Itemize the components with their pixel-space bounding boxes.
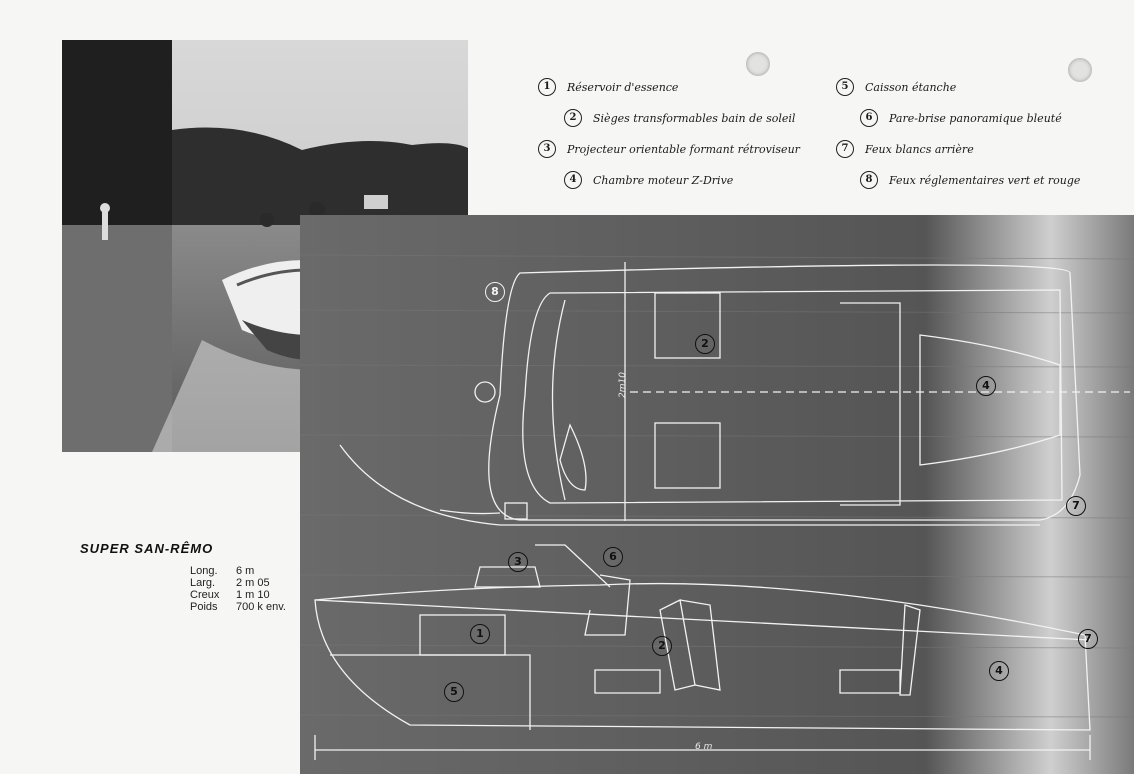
spec-label: Long. (190, 565, 218, 577)
length-dimension: 6 m (695, 742, 713, 752)
callout-number: 1 (538, 78, 556, 96)
legend-label: Sièges transformables bain de soleil (593, 111, 796, 125)
callout-number: 3 (538, 140, 556, 158)
spec-label: Larg. (190, 577, 216, 589)
spec-row (190, 565, 286, 577)
spec-label: Poids (190, 601, 218, 613)
callout-number: 2 (564, 109, 582, 127)
legend-item-8 (860, 171, 1080, 189)
callout-7: 7 (1066, 496, 1086, 516)
legend-item-3 (538, 140, 800, 158)
legend-item-1 (538, 78, 678, 96)
width-dimension: 2m10 (617, 372, 628, 398)
callout-number: 6 (860, 109, 878, 127)
spec-row (190, 577, 286, 589)
spec-label: Creux (190, 589, 220, 601)
spec-row (190, 589, 286, 601)
spec-value: 6 m (236, 565, 255, 577)
legend-label: Réservoir d'essence (567, 80, 679, 94)
legend-label: Caisson étanche (865, 80, 957, 94)
legend-item-6 (860, 109, 1062, 127)
callout-number: 7 (836, 140, 854, 158)
callout-7-side: 7 (1078, 629, 1098, 649)
spec-value: 2 m 05 (236, 577, 270, 589)
callout-number: 4 (564, 171, 582, 189)
callout-4-side: 4 (989, 661, 1009, 681)
callout-3: 3 (508, 552, 528, 572)
legend-label: Projecteur orientable formant rétroviseur (567, 142, 800, 156)
legend-item-2 (564, 109, 795, 127)
legend-label: Pare-brise panoramique bleuté (889, 111, 1062, 125)
legend-item-7 (836, 140, 974, 158)
callout-5: 5 (444, 682, 464, 702)
callout-2-side: 2 (652, 636, 672, 656)
spec-row (190, 601, 286, 613)
callout-2: 2 (695, 334, 715, 354)
legend (530, 70, 1090, 210)
callout-6: 6 (603, 547, 623, 567)
spec-value: 700 k env. (236, 601, 286, 613)
boat-blueprint (300, 215, 1134, 774)
legend-label: Feux réglementaires vert et rouge (889, 173, 1081, 187)
callout-1: 1 (470, 624, 490, 644)
legend-item-5 (836, 78, 956, 96)
legend-item-4 (564, 171, 733, 189)
model-name: SUPER SAN-RÊMO (80, 541, 214, 556)
callout-4: 4 (976, 376, 996, 396)
specifications (190, 565, 286, 613)
spec-value: 1 m 10 (236, 589, 270, 601)
legend-label: Feux blancs arrière (865, 142, 974, 156)
callout-8: 8 (485, 282, 505, 302)
callout-number: 8 (860, 171, 878, 189)
legend-label: Chambre moteur Z-Drive (593, 173, 734, 187)
callout-number: 5 (836, 78, 854, 96)
